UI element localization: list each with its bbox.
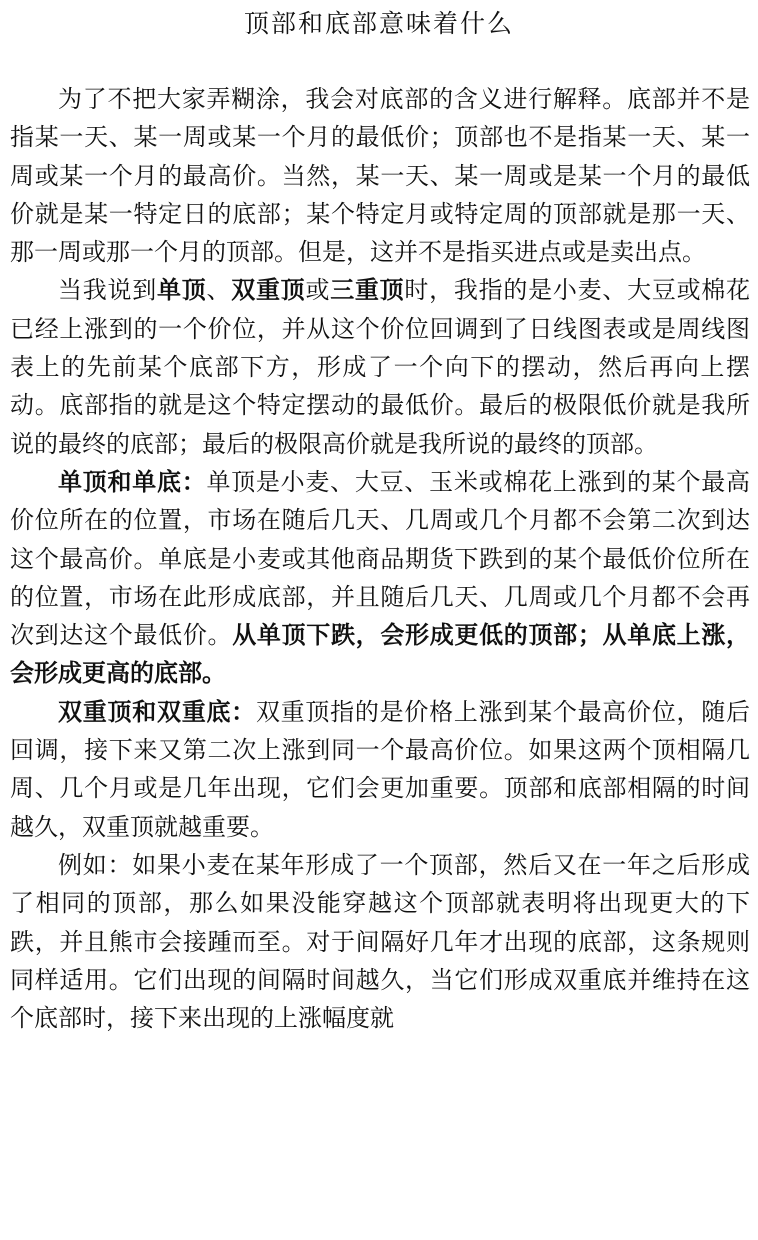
paragraph-2-text-a: 当我说到 — [58, 276, 157, 305]
term-single-top: 单顶 — [156, 276, 207, 305]
paragraph-2-text-d: 时，我指的是小麦、大豆或棉花已经上涨到的一个价位，并从这个价位回调到了日线图表或是周线图表上的先前某个底部下方，形成了一个向下的摆动，然后再向上摆动。底部指的就是这个特定摆动的最低价。最后的极限低价就是我所说的最终的底部；最后的极限高价就是我所说的最终的顶部。 — [10, 276, 751, 458]
body-text — [10, 80, 750, 1037]
term-double-top: 双重顶 — [231, 276, 306, 305]
term-triple-top: 三重顶 — [330, 276, 405, 305]
paragraph-1 — [10, 80, 750, 271]
paragraph-4 — [10, 693, 750, 846]
paragraph-3-text: 单顶是小麦、大豆、玉米或棉花上涨到的某个最高价位所在的位置，市场在随后几天、几周或几个月都不会第二次到达这个最高价。单底是小麦或其他商品期货下跌到的某个最低价位所在的位置，市场在此形成底部，并且随后几天、几周或几个月都不会再次到达这个最低价。 — [10, 467, 751, 650]
paragraph-5 — [10, 846, 750, 1037]
paragraph-2-text-b: 、 — [206, 276, 232, 305]
paragraph-3-emphasis: 从单顶下跌，会形成更低的顶部；从单底上涨，会形成更高的底部。 — [10, 621, 751, 688]
paragraph-1-text: 为了不把大家弄糊涂，我会对底部的含义进行解释。底部并不是指某一天、某一周或某一个月的最低价；顶部也不是指某一天、某一周或某一个月的最高价。当然，某一天、某一周或是某一个月的最低价就是某一特定日的底部；某个特定月或特定周的顶部就是那一天、那一周或那一个月的顶部。但是，这并不是指买进点或是卖出点。 — [10, 85, 750, 267]
section-heading-double: 双重顶和双重底： — [58, 697, 256, 726]
page-title: 顶部和底部意味着什么 — [243, 9, 514, 38]
paragraph-2-text-c: 或 — [305, 276, 331, 305]
section-heading-single: 单顶和单底： — [58, 467, 207, 496]
paragraph-4-text: 双重顶指的是价格上涨到某个最高价位，随后回调，接下来又第二次上涨到同一个最高价位。如果这两个顶相隔几周、几个月或是几年出现，它们会更加重要。顶部和底部相隔的时间越久，双重顶就越重要。 — [10, 697, 751, 841]
paragraph-5-text: 例如：如果小麦在某年形成了一个顶部，然后又在一年之后形成了相同的顶部，那么如果没能穿越这个顶部就表明将出现更大的下跌，并且熊市会接踵而至。对于间隔好几年才出现的底部，这条规则同样适用。它们出现的间隔时间越久，当它们形成双重底并维持在这个底部时，接下来出现的上涨幅度就 — [10, 850, 750, 1033]
paragraph-3 — [10, 463, 750, 693]
paragraph-2 — [10, 271, 750, 462]
